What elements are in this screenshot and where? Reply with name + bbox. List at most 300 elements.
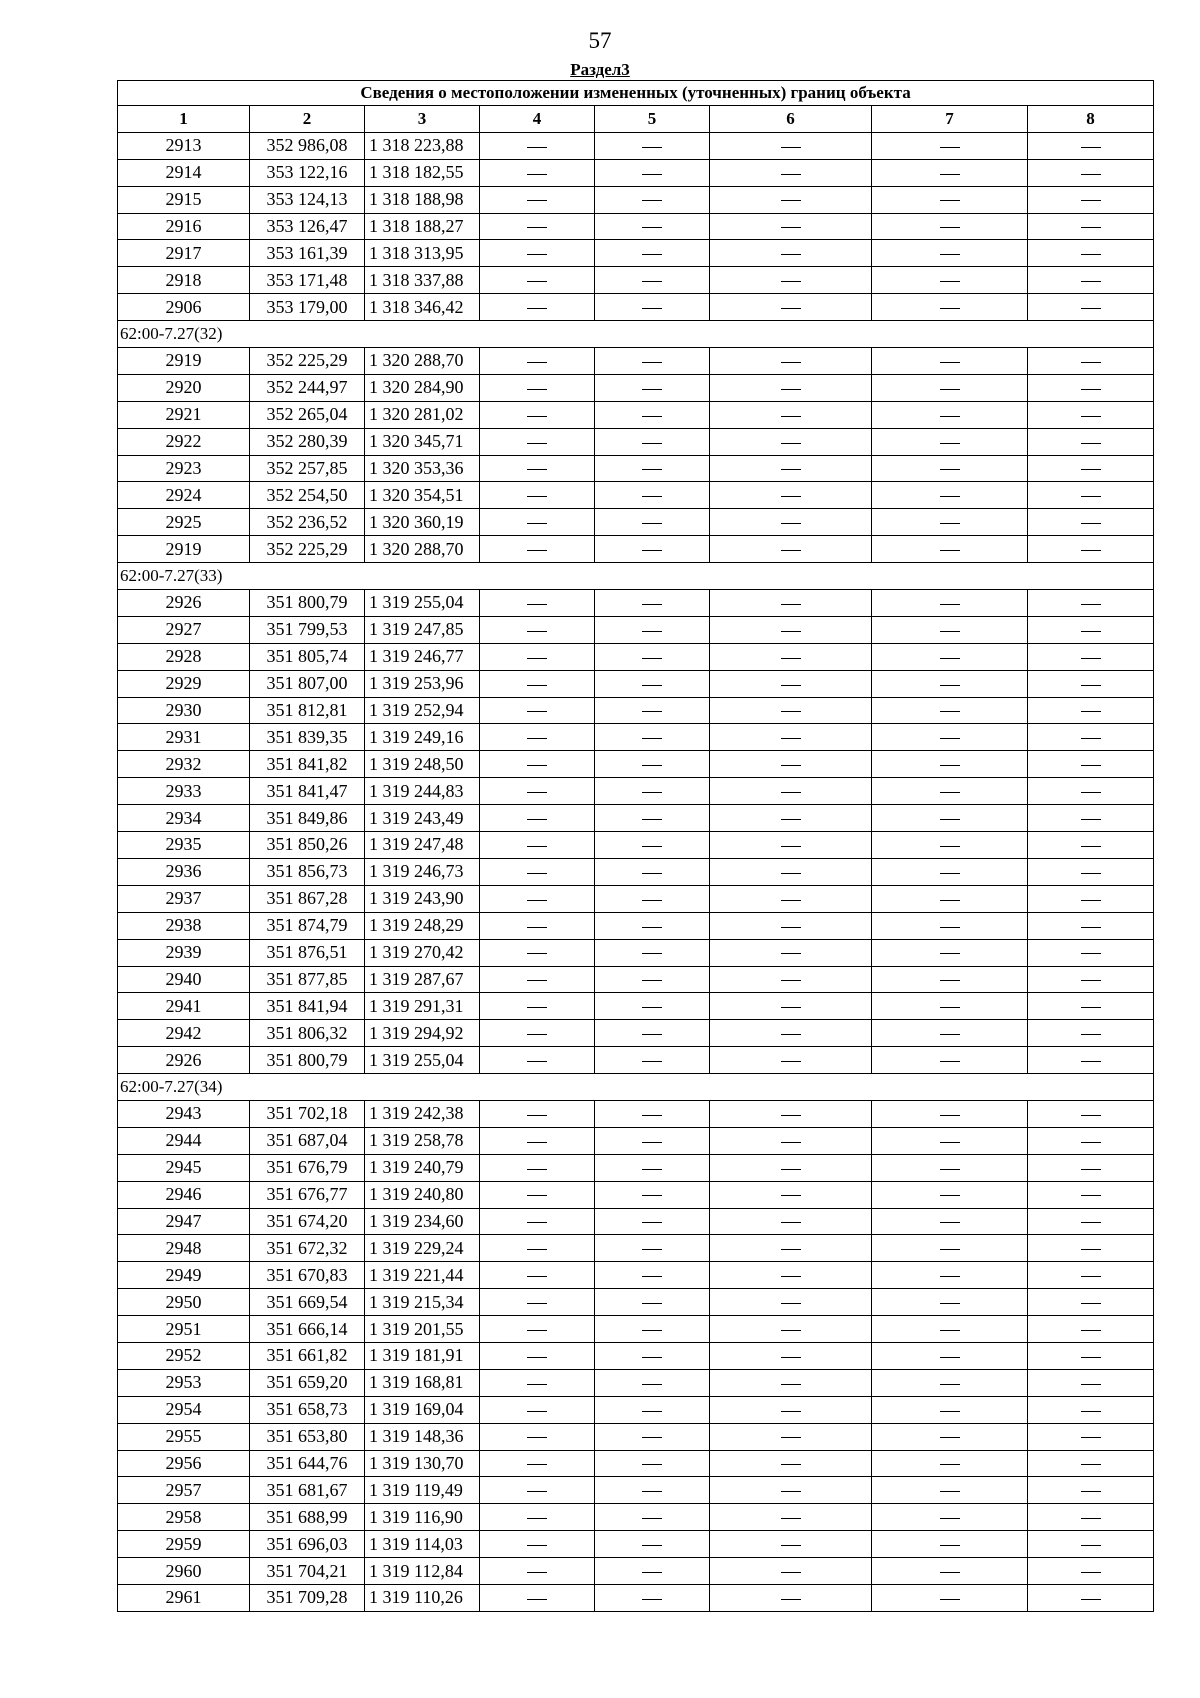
- empty-value-cell: [480, 1504, 595, 1531]
- empty-value-cell: [872, 1154, 1028, 1181]
- table-row: [118, 401, 1154, 428]
- y-coordinate-cell: 1 320 354,51: [365, 482, 480, 509]
- dash-mark: [781, 658, 801, 659]
- y-coordinate-cell: 1 318 346,42: [365, 294, 480, 321]
- column-header: 4: [480, 106, 595, 133]
- x-coordinate-cell: 353 122,16: [250, 159, 365, 186]
- y-coordinate-cell: 1 319 248,50: [365, 751, 480, 778]
- empty-value-cell: [1028, 482, 1154, 509]
- empty-value-cell: [480, 1100, 595, 1127]
- empty-value-cell: [872, 1181, 1028, 1208]
- dash-mark: [642, 1034, 662, 1035]
- empty-value-cell: [480, 590, 595, 617]
- empty-value-cell: [872, 1100, 1028, 1127]
- point-number-cell: 2956: [118, 1450, 250, 1477]
- dash-mark: [1081, 1384, 1101, 1385]
- empty-value-cell: [595, 885, 710, 912]
- y-coordinate-cell: 1 319 116,90: [365, 1504, 480, 1531]
- empty-value-cell: [480, 1342, 595, 1369]
- table-row: [118, 1020, 1154, 1047]
- dash-mark: [781, 550, 801, 551]
- table-row: [118, 294, 1154, 321]
- empty-value-cell: [1028, 1369, 1154, 1396]
- section-title: Раздел3: [570, 60, 630, 79]
- table-row: [118, 482, 1154, 509]
- dash-mark: [940, 1464, 960, 1465]
- empty-value-cell: [710, 1342, 872, 1369]
- dash-mark: [940, 227, 960, 228]
- empty-value-cell: [872, 1208, 1028, 1235]
- dash-mark: [527, 469, 547, 470]
- dash-mark: [781, 362, 801, 363]
- empty-value-cell: [1028, 267, 1154, 294]
- dash-mark: [940, 1491, 960, 1492]
- point-number-cell: 2953: [118, 1369, 250, 1396]
- empty-value-cell: [595, 509, 710, 536]
- empty-value-cell: [480, 482, 595, 509]
- point-number-cell: 2951: [118, 1316, 250, 1343]
- dash-mark: [642, 1061, 662, 1062]
- x-coordinate-cell: 351 658,73: [250, 1396, 365, 1423]
- y-coordinate-cell: 1 320 281,02: [365, 401, 480, 428]
- x-coordinate-cell: 351 666,14: [250, 1316, 365, 1343]
- empty-value-cell: [480, 858, 595, 885]
- y-coordinate-cell: 1 319 168,81: [365, 1369, 480, 1396]
- empty-value-cell: [1028, 159, 1154, 186]
- column-header: 3: [365, 106, 480, 133]
- dash-mark: [1081, 1249, 1101, 1250]
- empty-value-cell: [710, 267, 872, 294]
- dash-mark: [940, 1034, 960, 1035]
- empty-value-cell: [872, 1289, 1028, 1316]
- dash-mark: [1081, 1437, 1101, 1438]
- dash-mark: [940, 631, 960, 632]
- dash-mark: [940, 281, 960, 282]
- empty-value-cell: [872, 1342, 1028, 1369]
- dash-mark: [642, 631, 662, 632]
- y-coordinate-cell: 1 319 253,96: [365, 670, 480, 697]
- empty-value-cell: [480, 885, 595, 912]
- dash-mark: [527, 523, 547, 524]
- group-label: 62:00-7.27(34): [118, 1074, 1154, 1101]
- empty-value-cell: [710, 1262, 872, 1289]
- point-number-cell: 2959: [118, 1531, 250, 1558]
- empty-value-cell: [710, 482, 872, 509]
- table-row: [118, 1289, 1154, 1316]
- empty-value-cell: [480, 294, 595, 321]
- dash-mark: [781, 1464, 801, 1465]
- dash-mark: [527, 1357, 547, 1358]
- dash-mark: [642, 1384, 662, 1385]
- empty-value-cell: [1028, 1020, 1154, 1047]
- dash-mark: [527, 980, 547, 981]
- dash-mark: [642, 900, 662, 901]
- empty-value-cell: [710, 1127, 872, 1154]
- table-head: [118, 81, 1154, 133]
- dash-mark: [940, 469, 960, 470]
- dash-mark: [940, 765, 960, 766]
- dash-mark: [1081, 1007, 1101, 1008]
- empty-value-cell: [1028, 294, 1154, 321]
- empty-value-cell: [872, 1396, 1028, 1423]
- empty-value-cell: [595, 428, 710, 455]
- empty-value-cell: [872, 805, 1028, 832]
- empty-value-cell: [595, 482, 710, 509]
- table-row: [118, 724, 1154, 751]
- x-coordinate-cell: 353 171,48: [250, 267, 365, 294]
- x-coordinate-cell: 351 839,35: [250, 724, 365, 751]
- empty-value-cell: [872, 186, 1028, 213]
- empty-value-cell: [595, 1450, 710, 1477]
- empty-value-cell: [595, 348, 710, 375]
- dash-mark: [642, 873, 662, 874]
- empty-value-cell: [595, 858, 710, 885]
- dash-mark: [527, 819, 547, 820]
- empty-value-cell: [595, 724, 710, 751]
- dash-mark: [642, 927, 662, 928]
- dash-mark: [781, 846, 801, 847]
- dash-mark: [527, 174, 547, 175]
- dash-mark: [642, 496, 662, 497]
- dash-mark: [940, 550, 960, 551]
- dash-mark: [781, 469, 801, 470]
- dash-mark: [527, 1276, 547, 1277]
- y-coordinate-cell: 1 320 288,70: [365, 348, 480, 375]
- dash-mark: [527, 1491, 547, 1492]
- y-coordinate-cell: 1 319 240,79: [365, 1154, 480, 1181]
- empty-value-cell: [872, 1504, 1028, 1531]
- empty-value-cell: [480, 267, 595, 294]
- empty-value-cell: [872, 616, 1028, 643]
- dash-mark: [1081, 281, 1101, 282]
- empty-value-cell: [595, 1154, 710, 1181]
- dash-mark: [1081, 174, 1101, 175]
- empty-value-cell: [480, 374, 595, 401]
- dash-mark: [940, 873, 960, 874]
- dash-mark: [642, 1464, 662, 1465]
- dash-mark: [1081, 147, 1101, 148]
- table-row: [118, 536, 1154, 563]
- point-number-cell: 2939: [118, 939, 250, 966]
- dash-mark: [940, 927, 960, 928]
- dash-mark: [1081, 1545, 1101, 1546]
- dash-mark: [781, 765, 801, 766]
- table-row: [118, 1235, 1154, 1262]
- y-coordinate-cell: 1 319 215,34: [365, 1289, 480, 1316]
- dash-mark: [1081, 523, 1101, 524]
- dash-mark: [642, 200, 662, 201]
- dash-mark: [527, 308, 547, 309]
- dash-mark: [642, 1518, 662, 1519]
- dash-mark: [527, 1599, 547, 1600]
- empty-value-cell: [1028, 751, 1154, 778]
- dash-mark: [940, 953, 960, 954]
- dash-mark: [527, 658, 547, 659]
- y-coordinate-cell: 1 319 234,60: [365, 1208, 480, 1235]
- empty-value-cell: [480, 509, 595, 536]
- dash-mark: [1081, 1303, 1101, 1304]
- point-number-cell: 2936: [118, 858, 250, 885]
- x-coordinate-cell: 352 236,52: [250, 509, 365, 536]
- table-row: [118, 670, 1154, 697]
- dash-mark: [642, 308, 662, 309]
- empty-value-cell: [1028, 240, 1154, 267]
- x-coordinate-cell: 351 841,47: [250, 778, 365, 805]
- empty-value-cell: [872, 778, 1028, 805]
- empty-value-cell: [480, 1450, 595, 1477]
- table-row: [118, 1369, 1154, 1396]
- dash-mark: [527, 1007, 547, 1008]
- dash-mark: [781, 604, 801, 605]
- dash-mark: [642, 1357, 662, 1358]
- dash-mark: [1081, 1599, 1101, 1600]
- empty-value-cell: [480, 1316, 595, 1343]
- empty-value-cell: [480, 1047, 595, 1074]
- y-coordinate-cell: 1 319 229,24: [365, 1235, 480, 1262]
- y-coordinate-cell: 1 319 291,31: [365, 993, 480, 1020]
- empty-value-cell: [595, 455, 710, 482]
- dash-mark: [1081, 550, 1101, 551]
- dash-mark: [1081, 389, 1101, 390]
- x-coordinate-cell: 351 800,79: [250, 1047, 365, 1074]
- x-coordinate-cell: 352 254,50: [250, 482, 365, 509]
- x-coordinate-cell: 351 688,99: [250, 1504, 365, 1531]
- dash-mark: [1081, 1330, 1101, 1331]
- x-coordinate-cell: 351 877,85: [250, 966, 365, 993]
- empty-value-cell: [595, 751, 710, 778]
- dash-mark: [642, 1222, 662, 1223]
- x-coordinate-cell: 351 702,18: [250, 1100, 365, 1127]
- empty-value-cell: [872, 267, 1028, 294]
- dash-mark: [940, 1276, 960, 1277]
- dash-mark: [527, 147, 547, 148]
- dash-mark: [527, 389, 547, 390]
- empty-value-cell: [872, 1262, 1028, 1289]
- empty-value-cell: [710, 1584, 872, 1611]
- empty-value-cell: [710, 697, 872, 724]
- point-number-cell: 2946: [118, 1181, 250, 1208]
- dash-mark: [642, 1599, 662, 1600]
- empty-value-cell: [480, 455, 595, 482]
- dash-mark: [781, 953, 801, 954]
- empty-value-cell: [872, 1584, 1028, 1611]
- dash-mark: [1081, 469, 1101, 470]
- point-number-cell: 2913: [118, 132, 250, 159]
- empty-value-cell: [595, 1369, 710, 1396]
- empty-value-cell: [480, 805, 595, 832]
- empty-value-cell: [872, 1450, 1028, 1477]
- dash-mark: [781, 1491, 801, 1492]
- empty-value-cell: [872, 294, 1028, 321]
- empty-value-cell: [480, 401, 595, 428]
- dash-mark: [1081, 1464, 1101, 1465]
- table-row: [118, 374, 1154, 401]
- empty-value-cell: [595, 1558, 710, 1585]
- table-row: [118, 240, 1154, 267]
- x-coordinate-cell: 351 874,79: [250, 912, 365, 939]
- empty-value-cell: [872, 1369, 1028, 1396]
- table-row: [118, 1342, 1154, 1369]
- x-coordinate-cell: 353 161,39: [250, 240, 365, 267]
- column-header: 6: [710, 106, 872, 133]
- empty-value-cell: [1028, 1235, 1154, 1262]
- x-coordinate-cell: 351 674,20: [250, 1208, 365, 1235]
- dash-mark: [1081, 1169, 1101, 1170]
- dash-mark: [940, 685, 960, 686]
- point-number-cell: 2931: [118, 724, 250, 751]
- dash-mark: [642, 523, 662, 524]
- empty-value-cell: [595, 993, 710, 1020]
- point-number-cell: 2955: [118, 1423, 250, 1450]
- empty-value-cell: [595, 1047, 710, 1074]
- dash-mark: [642, 281, 662, 282]
- dash-mark: [1081, 227, 1101, 228]
- point-number-cell: 2940: [118, 966, 250, 993]
- empty-value-cell: [1028, 858, 1154, 885]
- point-number-cell: 2906: [118, 294, 250, 321]
- empty-value-cell: [480, 186, 595, 213]
- dash-mark: [1081, 362, 1101, 363]
- empty-value-cell: [1028, 132, 1154, 159]
- point-number-cell: 2948: [118, 1235, 250, 1262]
- dash-mark: [642, 792, 662, 793]
- table-row: [118, 1262, 1154, 1289]
- point-number-cell: 2916: [118, 213, 250, 240]
- y-coordinate-cell: 1 319 246,73: [365, 858, 480, 885]
- empty-value-cell: [710, 670, 872, 697]
- point-number-cell: 2918: [118, 267, 250, 294]
- point-number-cell: 2944: [118, 1127, 250, 1154]
- point-number-cell: 2925: [118, 509, 250, 536]
- empty-value-cell: [1028, 1262, 1154, 1289]
- dash-mark: [781, 1518, 801, 1519]
- y-coordinate-cell: 1 320 284,90: [365, 374, 480, 401]
- empty-value-cell: [1028, 1100, 1154, 1127]
- empty-value-cell: [710, 993, 872, 1020]
- empty-value-cell: [710, 751, 872, 778]
- dash-mark: [1081, 953, 1101, 954]
- group-label: 62:00-7.27(32): [118, 321, 1154, 348]
- table-caption: Сведения о местоположении измененных (уточненных) границ объекта: [118, 81, 1154, 106]
- dash-mark: [527, 1061, 547, 1062]
- x-coordinate-cell: 351 876,51: [250, 939, 365, 966]
- y-coordinate-cell: 1 318 313,95: [365, 240, 480, 267]
- x-coordinate-cell: 353 179,00: [250, 294, 365, 321]
- empty-value-cell: [1028, 724, 1154, 751]
- dash-mark: [527, 1142, 547, 1143]
- point-number-cell: 2917: [118, 240, 250, 267]
- empty-value-cell: [595, 267, 710, 294]
- y-coordinate-cell: 1 319 169,04: [365, 1396, 480, 1423]
- y-coordinate-cell: 1 319 244,83: [365, 778, 480, 805]
- y-coordinate-cell: 1 318 188,98: [365, 186, 480, 213]
- x-coordinate-cell: 351 687,04: [250, 1127, 365, 1154]
- y-coordinate-cell: 1 319 247,85: [365, 616, 480, 643]
- dash-mark: [1081, 200, 1101, 201]
- table-row: [118, 428, 1154, 455]
- empty-value-cell: [710, 536, 872, 563]
- dash-mark: [781, 1357, 801, 1358]
- empty-value-cell: [1028, 616, 1154, 643]
- empty-value-cell: [710, 159, 872, 186]
- empty-value-cell: [480, 1181, 595, 1208]
- dash-mark: [1081, 443, 1101, 444]
- empty-value-cell: [1028, 1504, 1154, 1531]
- empty-value-cell: [710, 186, 872, 213]
- dash-mark: [940, 980, 960, 981]
- empty-value-cell: [710, 858, 872, 885]
- empty-value-cell: [872, 1127, 1028, 1154]
- y-coordinate-cell: 1 319 247,48: [365, 832, 480, 859]
- point-number-cell: 2926: [118, 590, 250, 617]
- empty-value-cell: [710, 294, 872, 321]
- empty-value-cell: [1028, 1342, 1154, 1369]
- dash-mark: [781, 711, 801, 712]
- empty-value-cell: [872, 1316, 1028, 1343]
- empty-value-cell: [710, 455, 872, 482]
- dash-mark: [781, 873, 801, 874]
- empty-value-cell: [1028, 643, 1154, 670]
- empty-value-cell: [595, 832, 710, 859]
- table-row: [118, 805, 1154, 832]
- table-row: [118, 993, 1154, 1020]
- dash-mark: [940, 1115, 960, 1116]
- dash-mark: [781, 1034, 801, 1035]
- empty-value-cell: [872, 1020, 1028, 1047]
- y-coordinate-cell: 1 319 252,94: [365, 697, 480, 724]
- point-number-cell: 2930: [118, 697, 250, 724]
- dash-mark: [940, 416, 960, 417]
- dash-mark: [642, 1303, 662, 1304]
- dash-mark: [781, 900, 801, 901]
- empty-value-cell: [595, 240, 710, 267]
- x-coordinate-cell: 352 225,29: [250, 536, 365, 563]
- empty-value-cell: [872, 1558, 1028, 1585]
- point-number-cell: 2950: [118, 1289, 250, 1316]
- empty-value-cell: [710, 1477, 872, 1504]
- y-coordinate-cell: 1 318 223,88: [365, 132, 480, 159]
- empty-value-cell: [710, 724, 872, 751]
- empty-value-cell: [480, 1558, 595, 1585]
- empty-value-cell: [710, 1504, 872, 1531]
- dash-mark: [940, 443, 960, 444]
- empty-value-cell: [480, 778, 595, 805]
- y-coordinate-cell: 1 320 288,70: [365, 536, 480, 563]
- dash-mark: [527, 1437, 547, 1438]
- dash-mark: [527, 1249, 547, 1250]
- point-number-cell: 2929: [118, 670, 250, 697]
- empty-value-cell: [710, 509, 872, 536]
- empty-value-cell: [480, 912, 595, 939]
- empty-value-cell: [872, 213, 1028, 240]
- y-coordinate-cell: 1 320 360,19: [365, 509, 480, 536]
- x-coordinate-cell: 351 867,28: [250, 885, 365, 912]
- table-row: [118, 697, 1154, 724]
- point-number-cell: 2923: [118, 455, 250, 482]
- empty-value-cell: [595, 1235, 710, 1262]
- dash-mark: [527, 900, 547, 901]
- dash-mark: [940, 819, 960, 820]
- y-coordinate-cell: 1 319 255,04: [365, 590, 480, 617]
- dash-mark: [940, 1357, 960, 1358]
- group-label: 62:00-7.27(33): [118, 563, 1154, 590]
- dash-mark: [781, 1599, 801, 1600]
- empty-value-cell: [710, 240, 872, 267]
- empty-value-cell: [872, 697, 1028, 724]
- dash-mark: [781, 1303, 801, 1304]
- dash-mark: [642, 658, 662, 659]
- column-header: 1: [118, 106, 250, 133]
